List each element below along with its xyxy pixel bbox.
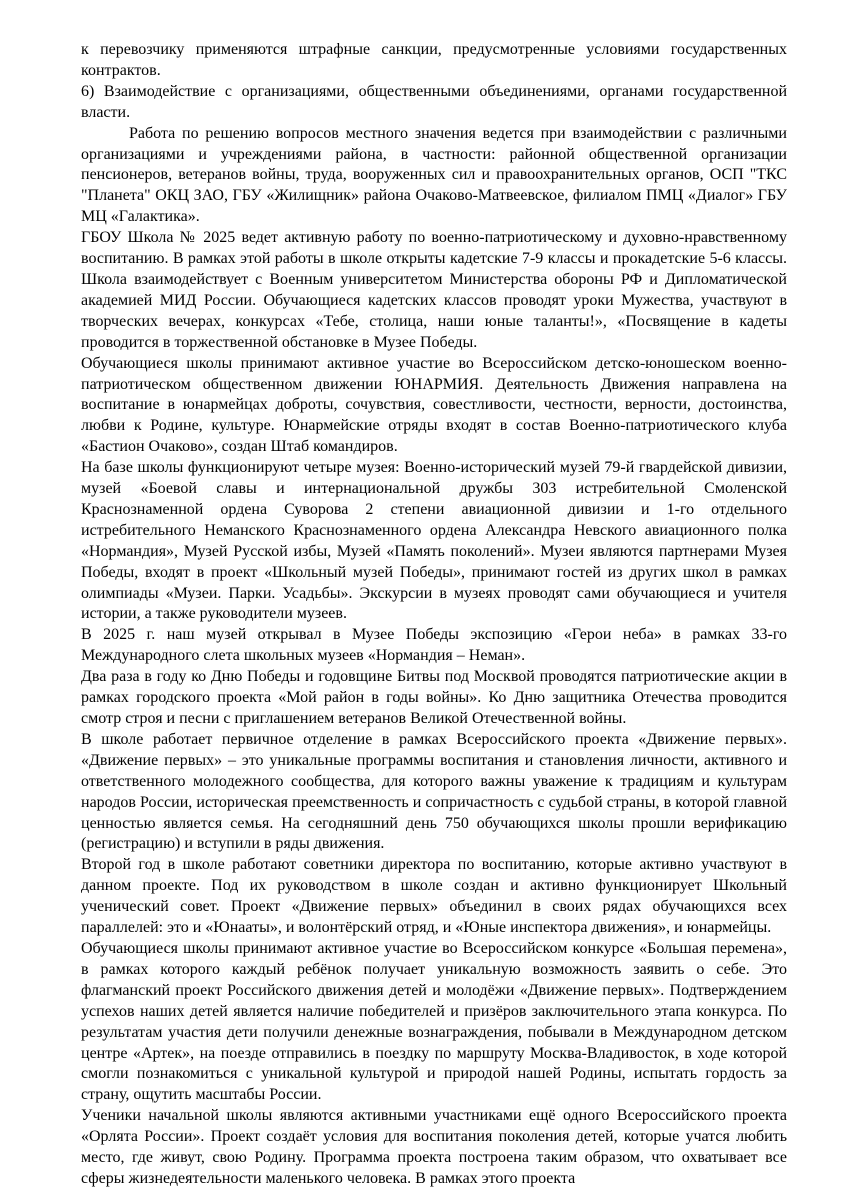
paragraph-big-break-contest: Обучающиеся школы принимают активное участие во Всероссийском конкурсе «Большая перемена», в рамках которого каждый ребёнок получает уникальную возможность заявить о себе. Это флагманский проект Российского движения детей и молодёжи «Движение первых». Подтверждением успехов наших детей является наличие победителей и призёров заключительного этапа конкурса. По результатам участия дети получили денежные вознаграждения, побывали в Международном детском центре «Артек», на поезде отправились в поездку по маршруту Москва-Владивосток, в ходе которой смогли познакомиться с уникальной культурой и природой нашей Родины, испытать гордость за страну, ощутить масштабы России. xyxy=(81,939,787,1104)
paragraph-military-patriotic: ГБОУ Школа № 2025 ведет активную работу по военно-патриотическому и духовно-нравственному воспитанию. В рамках этой работы в школе открыты кадетские 7-9 классы и прокадетские 5-6 классы. Школа взаимодействует с Военным университетом Министерства обороны РФ и Дипломатической академией МИД России. Обучающиеся кадетских классов проводят уроки Мужества, участвуют в творческих вечерах, конкурсах «Тебе, столица, наши юные таланты!», «Посвящение в кадеты проводится в торжественной обстановке в Музее Победы. xyxy=(81,229,787,351)
paragraph-section-6-heading: 6) Взаимодействие с организациями, общественными объединениями, органами государственной власти. xyxy=(81,82,787,121)
paragraph-patriotic-actions: Два раза в году ко Дню Победы и годовщине Битвы под Москвой проводятся патриотические акции в рамках городского проекта «Мой район в годы войны». Ко Дню защитника Отечества проводится смотр строя и песни с приглашением ветеранов Великой Отечественной войны. xyxy=(81,668,787,727)
paragraph-penalties-continuation: к перевозчику применяются штрафные санкции, предусмотренные условиями государственных контрактов. xyxy=(81,41,787,79)
paragraph-advisors: Второй год в школе работают советники директора по воспитанию, которые активно участвуют в данном проекте. Под их руководством в школе создан и активно функционирует Школьный ученический совет. Проект «Движение первых» объединил в своих рядах обучающихся всех параллелей: это и «Юнааты», и волонтёрский отряд, и «Юные инспектора движения», и юнармейцы. xyxy=(81,856,787,937)
paragraph-museums: На базе школы функционируют четыре музея: Военно-исторический музей 79-й гвардейской дивизии, музей «Боевой славы и интернациональной дружбы 303 истребительной Смоленской Краснознаменной ордена Суворова 2 степени авиационной дивизии и 1-го отдельного истребительного Неманского Краснознаменного ордена Александра Невского авиационного полка «Нормандия», Музей Русской избы, Музей «Память поколений». Музеи являются партнерами Музея Победы, входят в проект «Школьный музей Победы», принимают гостей из других школ в рамках олимпиады «Музеи. Парки. Усадьбы». Экскурсии в музеях проводят сами обучающиеся и учителя истории, а также руководители музеев. xyxy=(81,459,787,623)
paragraph-movement-of-firsts: В школе работает первичное отделение в рамках Всероссийского проекта «Движение первых». «Движение первых» – это уникальные программы воспитания и становления личности, активного и ответственного молодежного сообщества, для которого важны уважение к традициям и культурам народов России, историческая преемственность и сопричастность с судьбой страны, в которой главной ценностью является семья. На сегодняшний день 750 обучающихся школы прошли верификацию (регистрацию) и вступили в ряды движения. xyxy=(81,730,787,853)
paragraph-yunarmiya: Обучающиеся школы принимают активное участие во Всероссийском детско-юношеском военно-патриотическом общественном движении ЮНАРМИЯ. Деятельность Движения направлена на воспитание в юнармейцах доброты, сочувствия, совестливости, честности, верности, достоинства, любви к Родине, культуре. Юнармейские отряды входят в состав Военно-патриотического клуба «Бастион Очаково», создан Штаб командиров. xyxy=(81,354,787,456)
paragraph-exhibition-2025: В 2025 г. наш музей открывал в Музее Победы экспозицию «Герои неба» в рамках 33-го Международного слета школьных музеев «Нормандия – Неман». xyxy=(81,626,787,665)
paragraph-local-cooperation: Работа по решению вопросов местного значения ведется при взаимодействии с различными организациями и учреждениями района, в частности: районной общественной организации пенсионеров, ветеранов войны, труда, вооруженных сил и правоохранительных органов, ОСП "ТКС "Планета" ОКЦ ЗАО, ГБУ «Жилищник» района Очаково-Матвеевское, филиалом ПМЦ «Диалог» ГБУ МЦ «Галактика». xyxy=(81,124,787,226)
paragraph-eaglets-of-russia: Ученики начальной школы являются активными участниками ещё одного Всероссийского проекта «Орлята России». Проект создаёт условия для воспитания поколения детей, которые учатся любить место, где живут, свою Родину. Программа проекта построена таким образом, что охватывает все сферы жизнедеятельности маленького человека. В рамках этого проекта xyxy=(81,1107,787,1187)
document-page xyxy=(81,40,787,1190)
